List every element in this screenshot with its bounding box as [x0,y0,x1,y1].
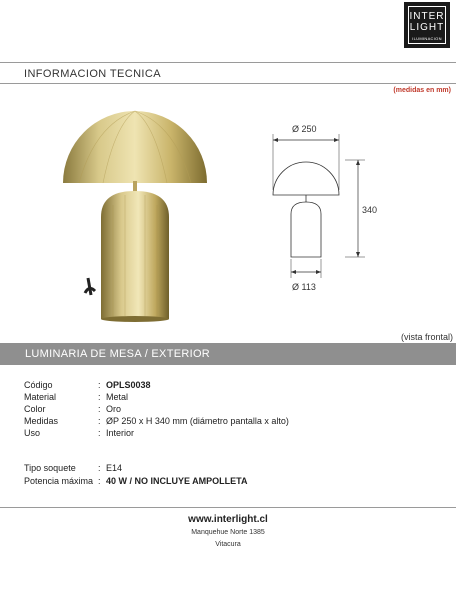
spec-value: OPLS0038 [106,380,151,390]
spec-value: 40 W / NO INCLUYE AMPOLLETA [106,476,248,486]
spec-key: Medidas [24,416,59,426]
spec-key: Color [24,404,46,414]
product-title-bar [0,343,456,365]
spec-colon: : [98,476,101,486]
spec-colon: : [98,380,101,390]
spec-colon: : [98,428,101,438]
logo-text-inter: INTER [409,11,445,22]
spec-value: Interior [106,428,135,438]
height-label: 340 [362,205,378,215]
units-note: (medidas en mm) [393,87,451,94]
logo-text-light: LIGHT [409,22,445,33]
section-rule [0,83,456,84]
diameter-shade-label: Ø 250 [292,124,317,134]
view-note: (vista frontal) [400,332,453,342]
footer-city: Vitacura [215,541,241,548]
spec-value: Metal [106,392,129,402]
section-title: INFORMACION TECNICA [24,68,161,80]
spec-colon: : [98,463,101,473]
lamp-photo [55,105,215,325]
spec-value: E14 [106,463,123,473]
spec-key: Tipo soquete [24,463,76,473]
brand-logo [404,2,450,48]
footer-rule [0,507,456,508]
spec-colon: : [98,416,101,426]
spec-key: Código [24,380,53,390]
diameter-base-label: Ø 113 [292,282,316,292]
spec-key: Uso [24,428,41,438]
logo-text-iluminacion: ILUMINACION [412,36,442,41]
top-rule [0,62,456,63]
spec-colon: : [98,392,101,402]
spec-key: Material [24,392,57,402]
spec-value: ØP 250 x H 340 mm (diámetro pantalla x alto) [106,416,289,426]
footer-address: Manquehue Norte 1385 [191,529,265,536]
product-title: LUMINARIA DE MESA / EXTERIOR [25,348,211,360]
spec-value: Oro [106,404,122,414]
website-link[interactable]: www.interlight.cl [188,514,268,525]
spec-key: Potencia máxima [24,476,94,486]
spec-colon: : [98,404,101,414]
